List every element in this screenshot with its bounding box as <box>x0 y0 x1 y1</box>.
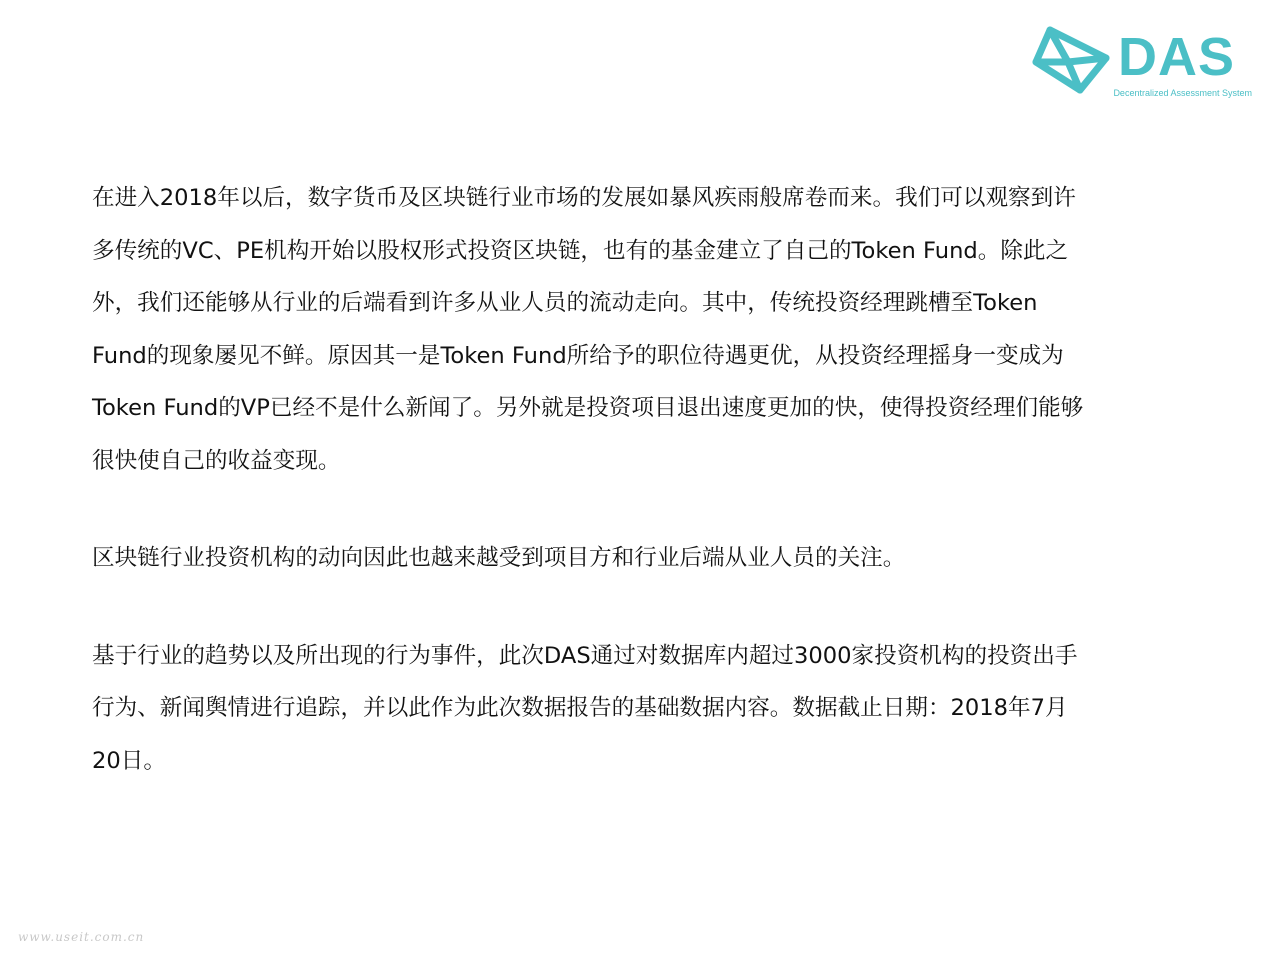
paragraph-intro: 在进入2018年以后，数字货币及区块链行业市场的发展如暴风疾雨般席卷而来。我们可以观察到许 多传统的VC、PE机构开始以股权形式投资区块链，也有的基金建立了自己的Token Fund。除此之 外，我们还能够从行业的后端看到许多从业人员的流动走向。其中，传统投资经理跳槽至Token Fund的现象屡见不鲜。原因其一是Token Fund所给予的职位待遇更优，从投资经理摇身一变成为 Token Fund的VP已经不是什么新闻了。另外就是投资项目退出速度更加的快，使得投资经理们能够 很快使自己的收益变现。 <box>92 185 1084 474</box>
paragraph-methodology: 基于行业的趋势以及所出现的行为事件，此次DAS通过对数据库内超过3000家投资机构的投资出手 行为、新闻舆情进行追踪，并以此作为此次数据报告的基础数据内容。数据截止日期：2018年7月 20日。 <box>92 642 1078 774</box>
das-logo <box>1028 22 1258 102</box>
paragraph-attention: 区块链行业投资机构的动向因此也越来越受到项目方和行业后端从业人员的关注。 <box>92 545 906 571</box>
body-text <box>92 172 1184 787</box>
network-diamond-icon <box>1028 22 1114 98</box>
logo-subtitle: Decentralized Assessment System <box>1113 88 1252 98</box>
logo-text: DAS <box>1118 27 1236 87</box>
watermark: www.useit.com.cn <box>18 930 145 944</box>
